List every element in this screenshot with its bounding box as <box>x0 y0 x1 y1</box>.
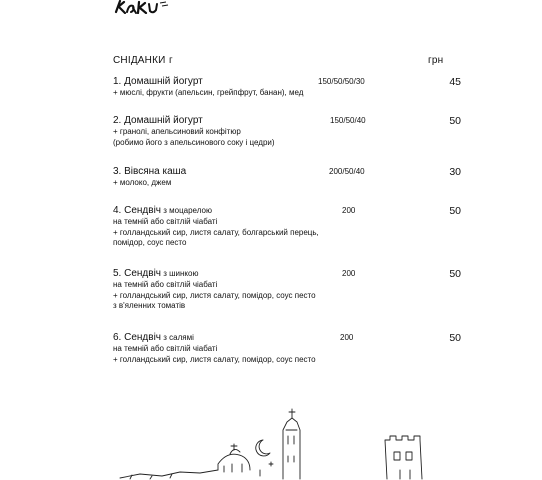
item-title: 4. Сендвіч <box>113 205 162 216</box>
item-description: + молоко, джем <box>113 178 172 187</box>
item-weight: 150/50/40 <box>330 116 366 125</box>
item-description: з в'яленних томатів <box>113 301 186 310</box>
item-name <box>113 76 453 88</box>
item-price: 50 <box>449 115 461 127</box>
item-name <box>113 205 453 217</box>
item-subtitle: з салямі <box>161 333 194 342</box>
item-description: (робимо його з апельсинового соку і цедри) <box>113 137 275 147</box>
item-description: на темній або світлій чіабаті <box>113 344 218 353</box>
item-description: помідор, соус песто <box>113 238 187 247</box>
item-name <box>113 115 453 127</box>
item-price: 50 <box>449 268 461 280</box>
item-title: 1. Домашній йогурт <box>113 76 203 87</box>
item-price: 45 <box>449 76 461 88</box>
menu-item <box>113 268 461 312</box>
item-name <box>113 332 453 344</box>
logo <box>112 0 174 14</box>
menu-item <box>113 115 461 148</box>
item-description: на темній або світлій чіабаті <box>113 217 218 226</box>
weight-unit-header: г <box>169 55 173 66</box>
item-weight: 200/50/40 <box>329 167 365 176</box>
item-subtitle: з шинкою <box>161 269 199 278</box>
item-description: на темній або світлій чіабаті <box>113 280 218 289</box>
item-weight: 200 <box>342 206 356 215</box>
item-weight: 200 <box>340 333 354 342</box>
item-weight: 150/50/50/30 <box>318 77 365 86</box>
item-description: + голландський сир, листя салату, болгарський перець, <box>113 227 319 237</box>
item-subtitle: з моцарелою <box>161 206 212 215</box>
menu-item <box>113 166 461 189</box>
item-title: 3. Вівсяна каша <box>113 166 187 177</box>
menu-item <box>113 76 461 99</box>
item-price: 50 <box>449 205 461 217</box>
item-description: + гранолі, апельсиновий конфітюр <box>113 127 241 136</box>
currency-header: грн <box>428 55 444 66</box>
menu-item <box>113 332 461 365</box>
item-price: 50 <box>449 332 461 344</box>
item-title: 5. Сендвіч <box>113 268 162 279</box>
item-name <box>113 166 453 178</box>
item-weight: 200 <box>342 269 356 278</box>
item-description: + мюслі, фрукти (апельсин, грейпфрут, банан), мед <box>113 88 304 97</box>
item-description: + голландський сир, листя салату, помідор, соус песто <box>113 354 316 364</box>
item-name <box>113 268 453 280</box>
item-title: 6. Сендвіч <box>113 332 162 343</box>
section-title: СНІДАНКИ <box>113 55 166 66</box>
city-skyline-illustration <box>100 400 542 480</box>
item-description: + голландський сир, листя салату, помідор, соус песто <box>113 290 316 300</box>
item-price: 30 <box>449 166 461 178</box>
menu-item <box>113 205 461 249</box>
item-title: 2. Домашній йогурт <box>113 115 203 126</box>
